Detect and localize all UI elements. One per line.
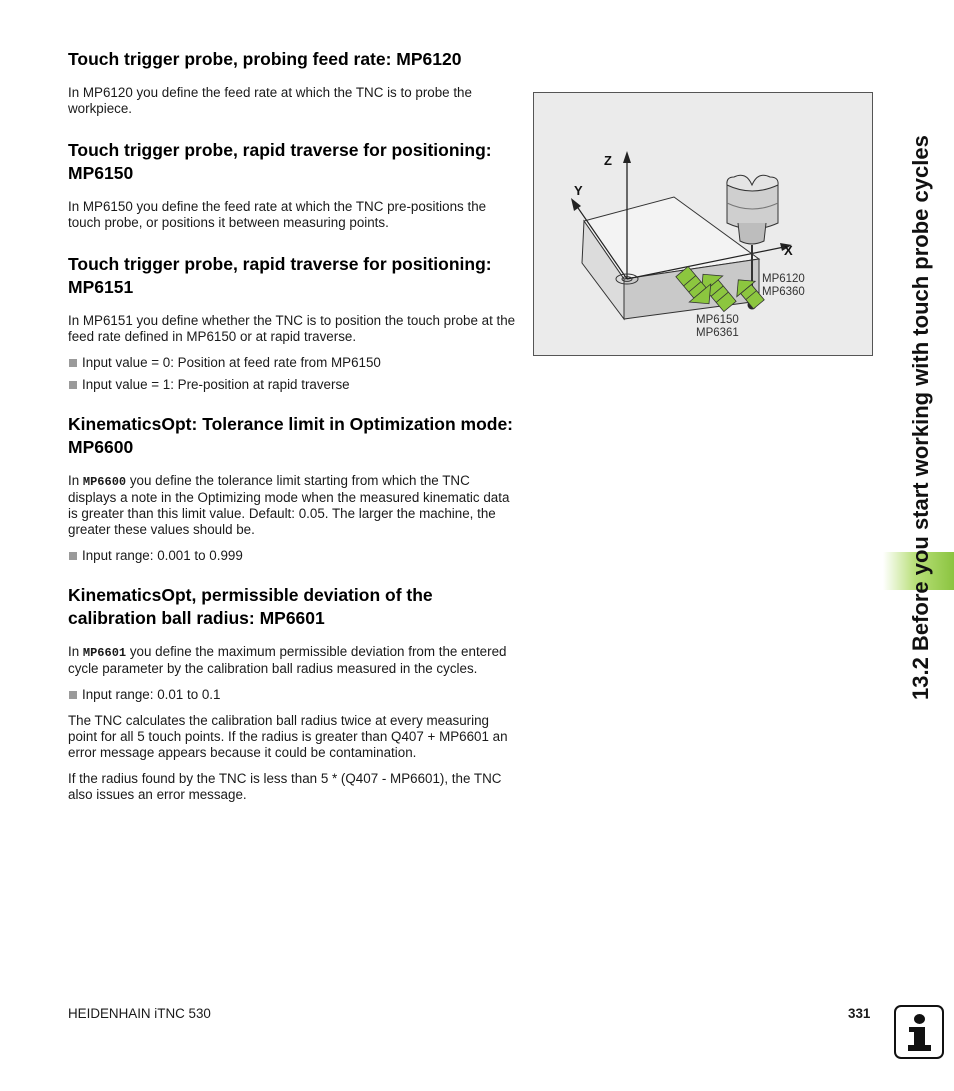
section-body-mp6151: In MP6151 you define whether the TNC is to position the touch probe at the feed rate defined in MP6150 or at rapid traverse. xyxy=(68,313,516,344)
section-title-mp6600: KinematicsOpt: Tolerance limit in Optimization mode: MP6600 xyxy=(68,414,514,457)
probe-body xyxy=(727,185,778,229)
info-icon xyxy=(894,1005,944,1059)
parameter-code: MP6600 xyxy=(82,475,127,489)
x-axis-label: X xyxy=(784,243,793,258)
probe-diagram xyxy=(534,93,872,355)
section-title-mp6601: KinematicsOpt, permissible deviation of the calibration ball radius: MP6601 xyxy=(68,585,433,628)
list-item: Input value = 1: Pre-position at rapid traverse xyxy=(68,377,516,393)
section-body-mp6150: In MP6150 you define the feed rate at which the TNC pre-positions the touch probe, or positions it between measuring points. xyxy=(68,199,487,230)
bullet-square-icon xyxy=(69,691,77,699)
label-mp6150: MP6150 xyxy=(696,314,739,326)
z-axis-arrow xyxy=(623,151,631,163)
section-para-radius-error: If the radius found by the TNC is less than 5 * (Q407 - MP6601), the TNC also issues an error message. xyxy=(68,771,502,802)
bullet-list-mp6600 xyxy=(68,548,516,564)
bullet-square-icon xyxy=(69,359,77,367)
label-mp6120: MP6120 xyxy=(762,273,805,285)
section-title-mp6120: Touch trigger probe, probing feed rate: MP6120 xyxy=(68,49,462,69)
page-content xyxy=(68,48,516,813)
section-body-mp6600: In MP6600 you define the tolerance limit starting from which the TNC displays a note in the Optimizing mode when the measured kinematic data is greater than this limit value. Default: 0.05. The larger the machine, the greater these values should be. xyxy=(68,473,510,537)
z-axis-label: Z xyxy=(604,153,612,168)
bullet-list-mp6601 xyxy=(68,687,516,703)
y-axis-label: Y xyxy=(574,183,583,198)
probe-collar xyxy=(738,223,766,244)
bullet-square-icon xyxy=(69,552,77,560)
list-item: Input range: 0.01 to 0.1 xyxy=(68,687,516,703)
bullet-list-mp6151 xyxy=(68,355,516,393)
section-title-mp6151: Touch trigger probe, rapid traverse for positioning: MP6151 xyxy=(68,254,492,297)
page-number: 331 xyxy=(848,1006,871,1021)
list-item: Input value = 0: Position at feed rate from MP6150 xyxy=(68,355,516,371)
section-title-mp6150: Touch trigger probe, rapid traverse for positioning: MP6150 xyxy=(68,140,492,183)
label-mp6361: MP6361 xyxy=(696,327,739,339)
probe-figure xyxy=(533,92,873,356)
section-para-radius-check: The TNC calculates the calibration ball radius twice at every measuring point for all 5 touch points. If the radius is greater than Q407 + MP6601 an error message appears because it could be contamination. xyxy=(68,713,508,760)
section-body-mp6601: In MP6601 you define the maximum permissible deviation from the entered cycle parameter by the calibration ball radius measured in the cycles. xyxy=(68,644,507,676)
parameter-code: MP6601 xyxy=(82,646,127,660)
list-item: Input range: 0.001 to 0.999 xyxy=(68,548,516,564)
label-mp6360: MP6360 xyxy=(762,286,805,298)
footer-product: HEIDENHAIN iTNC 530 xyxy=(68,1006,211,1021)
section-body-mp6120: In MP6120 you define the feed rate at which the TNC is to probe the workpiece. xyxy=(68,85,472,116)
bullet-square-icon xyxy=(69,381,77,389)
